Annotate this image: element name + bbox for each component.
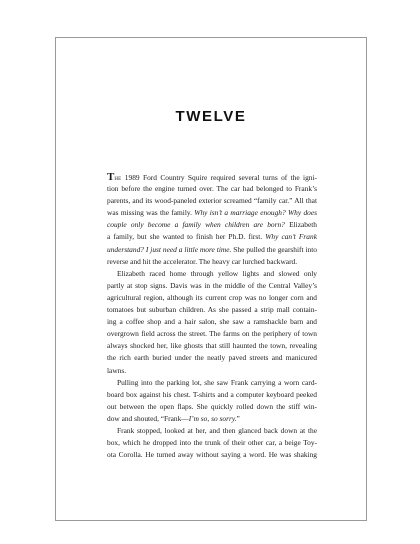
text-line-23: ota Corolla. He turned away without saying a word. He was shaking	[107, 450, 317, 460]
text-line-18: board box against his chest. T-shirts and a computer keyboard peeked	[107, 389, 317, 399]
book-page	[55, 37, 367, 521]
text-line-21: Frank stopped, looked at her, and then glanced back down at the	[117, 425, 317, 435]
drop-cap: T	[107, 171, 115, 183]
text-line-14: always shocked her, like ghosts that still haunted the town, revealing	[107, 341, 317, 351]
text-line-12: ing a coffee shop and a hair salon, she saw a ramshackle barn and	[107, 317, 317, 327]
text-line-3: was missing was the family. Why isn’t a marriage enough? Why does	[107, 208, 317, 218]
text-line-5: a family, but she wanted to finish her Ph.D. first. Why can’t Frank	[107, 232, 317, 242]
chapter-title: TWELVE	[175, 108, 247, 125]
text-line-15: the rich earth buried under the neatly paved streets and manicured	[107, 353, 317, 363]
text-line-6: understand? I just need a little more time. She pulled the gearshift into	[107, 244, 317, 254]
text-line-8: Elizabeth raced home through yellow lights and slowed only	[117, 268, 317, 278]
text-line-4: couple only become a family when children are born? Elizabeth	[107, 220, 317, 230]
text-line-20: dow and shouted, “Frank—I’m so, so sorry.”	[107, 413, 240, 423]
text-line-0: The 1989 Ford Country Squire required several turns of the igni-	[107, 171, 317, 183]
opening-smallcaps: he	[114, 173, 122, 182]
text-line-13: overgrown field across the street. The farms on the periphery of town	[107, 329, 317, 339]
text-line-10: agricultural region, although its current crop was no longer corn and	[107, 292, 317, 302]
text-line-7: reverse and hit the accelerator. The heavy car lurched backward.	[107, 256, 298, 266]
text-line-16: lawns.	[107, 365, 127, 375]
chapter-body	[107, 171, 317, 461]
text-line-11: tomatoes but suburban children. As she passed a strip mall contain-	[107, 305, 317, 315]
text-line-9: partly at stop signs. Davis was in the middle of the Central Valley’s	[107, 280, 317, 290]
text-line-22: box, which he dropped into the trunk of their other car, a beige Toy-	[107, 438, 317, 448]
text-line-2: parents, and its wood-paneled exterior screamed “family car.” All that	[107, 196, 317, 206]
text-line-1: tion before the engine turned over. The car had belonged to Frank’s	[107, 184, 317, 194]
text-line-17: Pulling into the parking lot, she saw Frank carrying a worn card-	[117, 377, 317, 387]
text-line-19: out between the open flaps. She quickly rolled down the stiff win-	[107, 401, 317, 411]
